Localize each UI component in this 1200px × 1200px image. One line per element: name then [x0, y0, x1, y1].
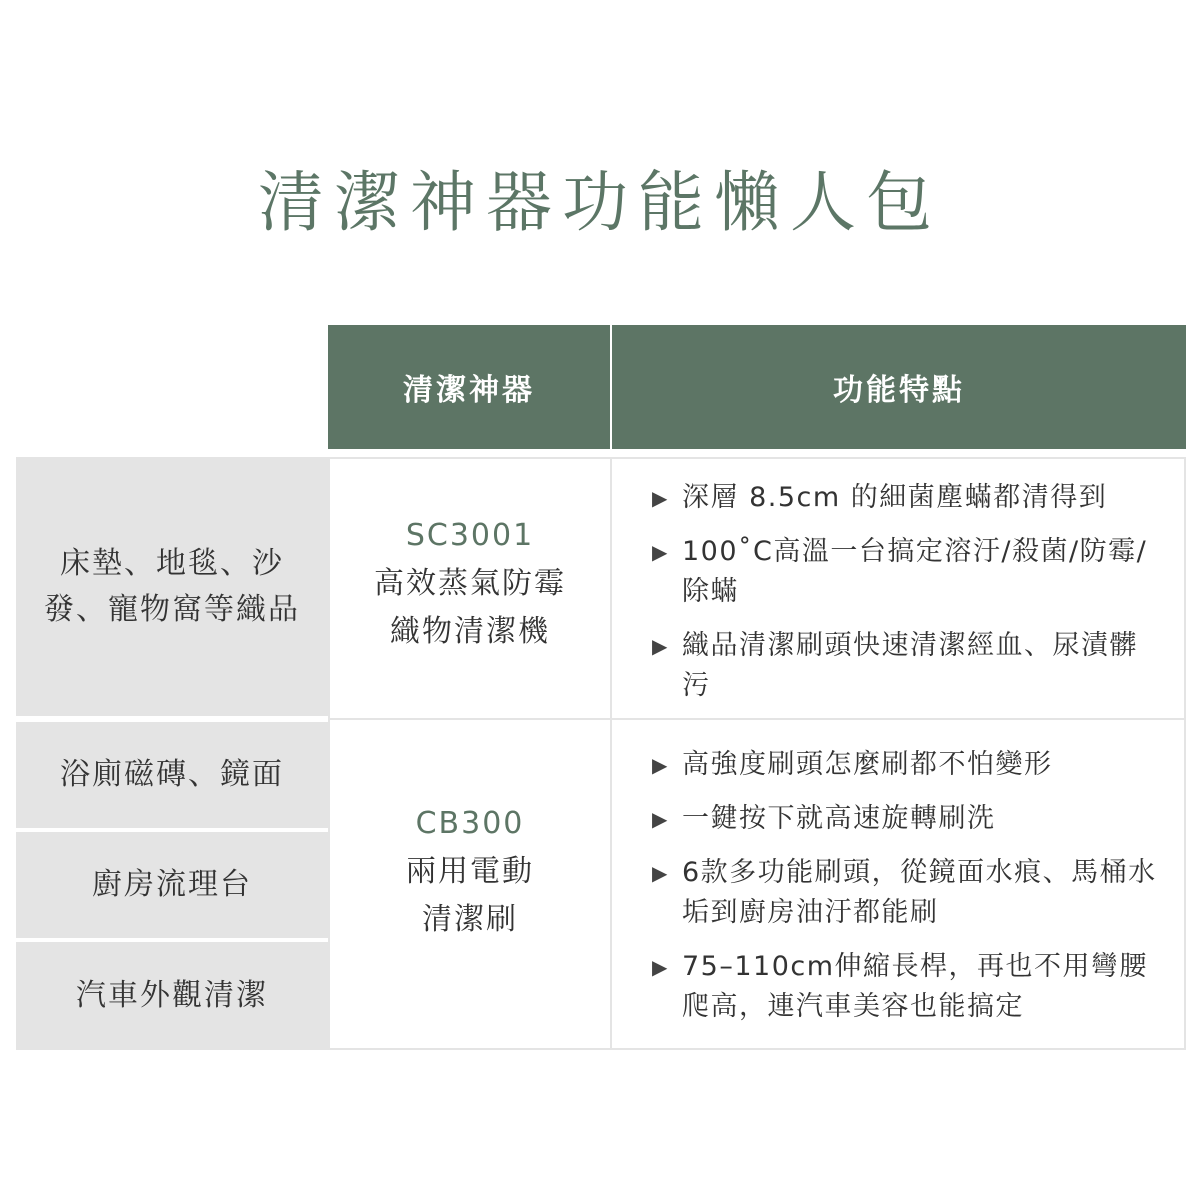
product-name-line: 清潔刷 — [422, 902, 518, 937]
header-features: 功能特點 — [612, 325, 1186, 449]
feature-item — [652, 626, 1162, 706]
feature-list-sc3001 — [652, 478, 1162, 720]
feature-text: 高強度刷頭怎麼刷都不怕變形 — [682, 749, 1053, 780]
feature-text: 織品清潔刷頭快速清潔經血、尿漬髒污 — [682, 630, 1138, 701]
category-label: 汽車外觀清潔 — [76, 978, 268, 1013]
product-name-line: 織物清潔機 — [390, 614, 550, 649]
feature-item — [652, 799, 1162, 839]
triangle-right-icon: ▶ — [652, 955, 669, 979]
triangle-right-icon: ▶ — [652, 861, 669, 885]
category-label: 床墊、地毯、沙發、寵物窩等織品 — [44, 545, 300, 627]
feature-item — [652, 853, 1162, 933]
feature-item — [652, 478, 1162, 518]
category-kitchen — [16, 832, 328, 938]
column-divider — [610, 457, 612, 1050]
category-fabrics — [16, 457, 328, 716]
feature-item — [652, 947, 1162, 1027]
product-model: SC3001 — [405, 518, 535, 553]
feature-text: 6款多功能刷頭，從鏡面水痕、馬桶水垢到廚房油汙都能刷 — [682, 857, 1157, 928]
feature-list-cb300 — [652, 745, 1162, 1041]
feature-text: 75–110cm伸縮長桿，再也不用彎腰爬高，連汽車美容也能搞定 — [682, 951, 1149, 1022]
feature-text: 100˚C高溫一台搞定溶汙/殺菌/防霉/除蟎 — [682, 536, 1148, 607]
triangle-right-icon: ▶ — [652, 540, 669, 564]
product-model: CB300 — [415, 806, 525, 841]
feature-text: 一鍵按下就高速旋轉刷洗 — [682, 803, 996, 834]
category-label: 浴廁磁磚、鏡面 — [60, 757, 284, 792]
product-cb300 — [330, 800, 610, 944]
triangle-right-icon: ▶ — [652, 807, 669, 831]
feature-item — [652, 532, 1162, 612]
header-device: 清潔神器 — [328, 325, 610, 449]
product-name-line: 兩用電動 — [406, 854, 534, 889]
category-label: 廚房流理台 — [92, 867, 252, 902]
category-bathroom — [16, 722, 328, 828]
product-sc3001 — [330, 512, 610, 656]
category-car — [16, 942, 328, 1050]
triangle-right-icon: ▶ — [652, 634, 669, 658]
triangle-right-icon: ▶ — [652, 486, 669, 510]
feature-item — [652, 745, 1162, 785]
feature-text: 深層 8.5cm 的細菌塵蟎都清得到 — [682, 482, 1108, 513]
product-name-line: 高效蒸氣防霉 — [374, 566, 566, 601]
triangle-right-icon: ▶ — [652, 753, 669, 777]
page-title: 清潔神器功能懶人包 — [258, 164, 942, 241]
